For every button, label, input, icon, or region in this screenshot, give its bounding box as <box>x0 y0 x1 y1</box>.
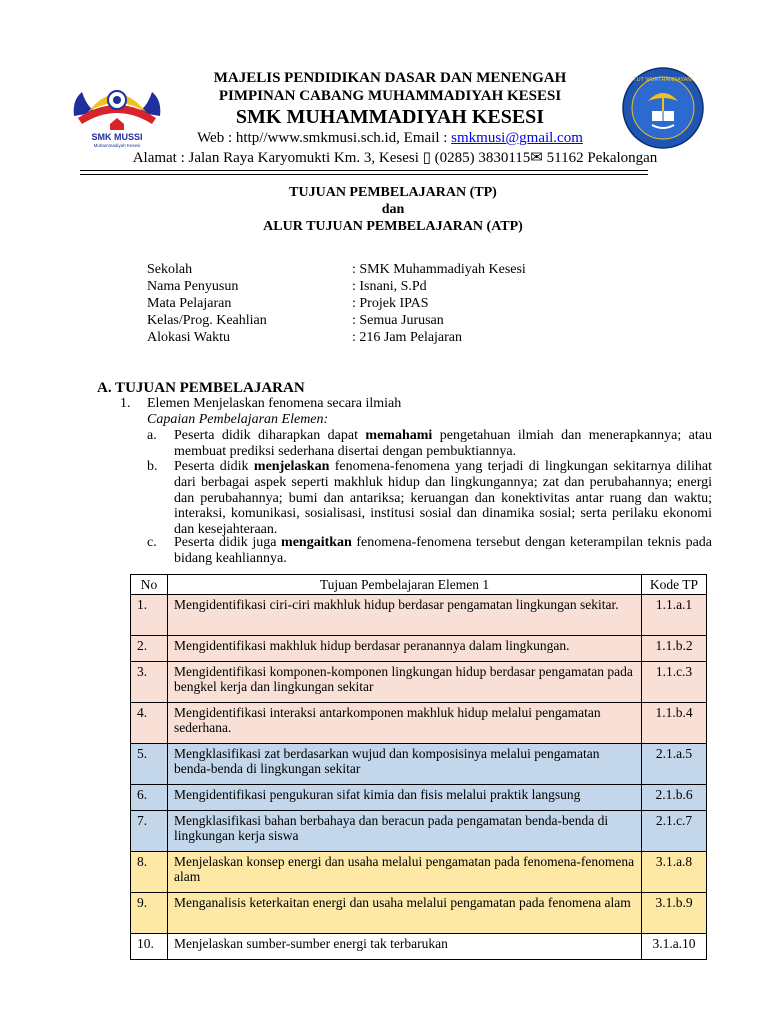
info-value: : Semua Jurusan <box>352 313 444 328</box>
email-link[interactable]: smkmusi@gmail.com <box>451 130 583 146</box>
doc-title-line-2: dan <box>381 202 405 217</box>
row-tujuan: Mengidentifikasi ciri-ciri makhluk hidup berdasar pengamatan lingkungan sekitar. <box>168 595 642 636</box>
table-row <box>131 703 707 744</box>
row-no: 5. <box>131 744 168 785</box>
point-b-pre: Peserta didik <box>174 459 254 474</box>
row-no: 1. <box>131 595 168 636</box>
col-header-kode: Kode TP <box>642 575 707 595</box>
item-1-number: 1. <box>120 396 131 411</box>
row-tujuan: Mengklasifikasi bahan berbahaya dan beracun pada pengamatan benda-benda di lingkungan kerja siswa <box>168 811 642 852</box>
header-line-1: MAJELIS PENDIDIKAN DASAR DAN MENENGAH <box>213 70 567 86</box>
point-a-text <box>174 428 712 460</box>
row-no: 8. <box>131 852 168 893</box>
row-kode: 1.1.c.3 <box>642 662 707 703</box>
item-1-text: Elemen Menjelaskan fenomena secara ilmiah <box>147 396 402 411</box>
table-row <box>131 785 707 811</box>
info-value: : SMK Muhammadiyah Kesesi <box>352 262 526 277</box>
table-row <box>131 662 707 703</box>
point-a-post: pengetahuan ilmiah dan menerapkannya; atau membuat prediksi sederhana disertai dengan pembuktiannya. <box>174 428 712 459</box>
info-label: Mata Pelajaran <box>147 296 232 311</box>
row-tujuan: Mengidentifikasi komponen-komponen lingkungan hidup berdasar pengamatan pada bengkel kerja dan lingkungan sekitar <box>168 662 642 703</box>
row-tujuan: Mengidentifikasi makhluk hidup berdasar peranannya dalam lingkungan. <box>168 636 642 662</box>
row-kode: 1.1.b.4 <box>642 703 707 744</box>
doc-title-line-3: ALUR TUJUAN PEMBELAJARAN (ATP) <box>263 219 523 234</box>
table-row <box>131 744 707 785</box>
info-label: Kelas/Prog. Keahlian <box>147 313 267 328</box>
table-row <box>131 811 707 852</box>
row-kode: 3.1.a.8 <box>642 852 707 893</box>
table-row <box>131 636 707 662</box>
point-b-text <box>174 459 712 538</box>
point-b-marker: b. <box>147 459 158 474</box>
row-kode: 1.1.b.2 <box>642 636 707 662</box>
point-c-text <box>174 535 712 567</box>
web-prefix: Web : http//www.smkmusi.sch.id, Email : <box>197 130 452 146</box>
section-a-heading: A. TUJUAN PEMBELAJARAN <box>97 380 305 396</box>
info-label: Sekolah <box>147 262 193 277</box>
capaian-label: Capaian Pembelajaran Elemen: <box>147 412 329 427</box>
logo-right-text: TUT WURI HANDAYANI <box>633 77 693 83</box>
point-a-bold: memahami <box>365 428 433 443</box>
info-label: Nama Penyusun <box>147 279 239 294</box>
logo-left-sub: Muhammadiyah Kesesi <box>93 143 141 148</box>
table-row <box>131 595 707 636</box>
header-divider-top <box>80 170 648 171</box>
doc-title-line-1: TUJUAN PEMBELAJARAN (TP) <box>289 185 497 200</box>
row-tujuan: Menjelaskan sumber-sumber energi tak terbarukan <box>168 934 642 960</box>
table-row <box>131 934 707 960</box>
point-b-bold: menjelaskan <box>253 459 330 474</box>
header-divider-bottom <box>80 174 648 175</box>
row-kode: 3.1.b.9 <box>642 893 707 934</box>
row-no: 4. <box>131 703 168 744</box>
row-kode: 1.1.a.1 <box>642 595 707 636</box>
point-a-marker: a. <box>147 428 157 443</box>
web-email-line <box>150 130 630 147</box>
point-a-pre: Peserta didik diharapkan dapat <box>174 428 366 443</box>
point-c-bold: mengaitkan <box>281 535 352 550</box>
col-header-no: No <box>131 575 168 595</box>
table-row <box>131 852 707 893</box>
row-kode: 2.1.c.7 <box>642 811 707 852</box>
row-no: 6. <box>131 785 168 811</box>
row-tujuan: Mengidentifikasi pengukuran sifat kimia dan fisis melalui praktik langsung <box>168 785 642 811</box>
row-no: 10. <box>131 934 168 960</box>
tut-wuri-emblem-icon <box>622 67 704 149</box>
row-tujuan: Menganalisis keterkaitan energi dan usaha melalui pengamatan pada fenomena alam <box>168 893 642 934</box>
table-row <box>131 893 707 934</box>
row-no: 9. <box>131 893 168 934</box>
row-no: 7. <box>131 811 168 852</box>
info-value: : Isnani, S.Pd <box>352 279 427 294</box>
row-kode: 2.1.b.6 <box>642 785 707 811</box>
row-kode: 2.1.a.5 <box>642 744 707 785</box>
row-tujuan: Mengklasifikasi zat berdasarkan wujud dan komposisinya melalui pengamatan benda-benda di lingkungan sekitar <box>168 744 642 785</box>
row-kode: 3.1.a.10 <box>642 934 707 960</box>
tujuan-pembelajaran-table <box>130 574 707 960</box>
point-c-marker: c. <box>147 535 157 550</box>
logo-left-text: SMK MUSSI <box>91 132 143 142</box>
info-label: Alokasi Waktu <box>147 330 230 345</box>
row-tujuan: Mengidentifikasi interaksi antarkomponen makhluk hidup melalui pengamatan sederhana. <box>168 703 642 744</box>
info-value: : Projek IPAS <box>352 296 429 311</box>
point-c-pre: Peserta didik juga <box>174 535 282 550</box>
table-header-row <box>131 575 707 595</box>
header-line-2: PIMPINAN CABANG MUHAMMADIYAH KESESI <box>218 88 562 104</box>
row-tujuan: Menjelaskan konsep energi dan usaha melalui pengamatan pada fenomena-fenomena alam <box>168 852 642 893</box>
point-b-post: fenomena-fenomena yang terjadi di lingkungan sekitarnya dilihat dari berbagai aspek seperti makhluk hidup dan lingkungannya; zat dan perubahannya; energi dan perubahannya; bumi dan antariksa; keruangan dan konektivitas antar ruang dan waktu; interaksi, komunikasi, sosialisasi, institusi sosial dan dinamika sosial; serta perilaku ekonomi dan kesejahteraan. <box>174 459 712 538</box>
school-name: SMK MUHAMMADIYAH KESESI <box>235 106 545 128</box>
row-no: 3. <box>131 662 168 703</box>
address-line: Alamat : Jalan Raya Karyomukti Km. 3, Kesesi ▯ (0285) 3830115✉ 51162 Pekalongan <box>132 150 658 166</box>
point-c-post: fenomena-fenomena tersebut dengan keterampilan teknis pada bidang keahliannya. <box>174 535 712 566</box>
info-value: : 216 Jam Pelajaran <box>352 330 463 345</box>
tut-wuri-handayani-logo <box>622 67 704 149</box>
row-no: 2. <box>131 636 168 662</box>
col-header-tujuan: Tujuan Pembelajaran Elemen 1 <box>168 575 642 595</box>
